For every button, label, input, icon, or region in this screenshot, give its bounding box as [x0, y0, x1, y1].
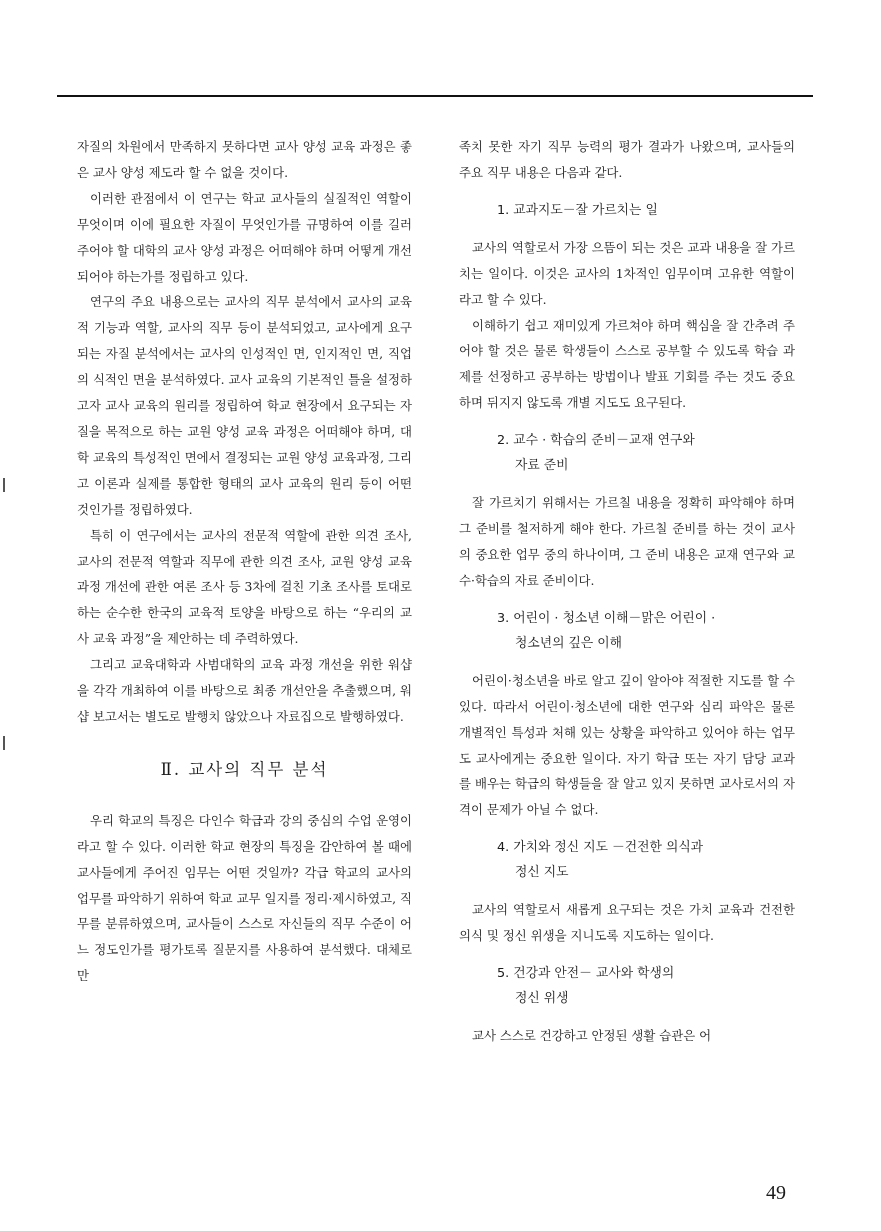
subsection-heading-line: 2. 교수 · 학습의 준비－교재 연구와 [497, 433, 695, 449]
paragraph: 자질의 차원에서 만족하지 못하다면 교사 양성 교육 과정은 좋은 교사 양성 제도라 할 수 없을 것이다. [77, 139, 412, 180]
paragraph: 이러한 관점에서 이 연구는 학교 교사들의 실질적인 역할이 무엇이며 이에 필요한 자질이 무엇인가를 규명하여 이를 길러 주어야 할 대학의 교사 양성 과정은 어떠해야 하며 어떻게 개선되어야 하는가를 정립하고 있다. [77, 190, 412, 284]
subsection-heading-line: 청소년의 깊은 이해 [515, 635, 623, 651]
paragraph: 잘 가르치기 위해서는 가르칠 내용을 정확히 파악해야 하며 그 준비를 철저하게 해야 한다. 가르칠 준비를 하는 것이 교사의 중요한 업무 중의 하나이며, 그 준비 내용은 교재 연구와 교수·학습의 자료 준비이다. [459, 495, 795, 588]
paragraph: 특히 이 연구에서는 교사의 전문적 역할에 관한 의견 조사, 교사의 전문적 역할과 직무에 관한 의견 조사, 교원 양성 교육 과정 개선에 관한 여론 조사 등 3차에 걸친 기초 조사를 토대로 하는 순수한 한국의 교육적 토양을 바탕으로 하는 “우리의 교사 교육 과정”을 제안하는 데 주력하였다. [77, 527, 412, 647]
paragraph: 족치 못한 자기 직무 능력의 평가 결과가 나왔으며, 교사들의 주요 직무 내용은 다음과 같다. [459, 139, 795, 180]
margin-mark [3, 478, 5, 492]
paragraph: 교사의 역할로서 새롭게 요구되는 것은 가치 교육과 건전한 의식 및 정신 위생을 지니도록 지도하는 일이다. [459, 902, 795, 944]
paragraph: 교사 스스로 건강하고 안정된 생활 습관은 어 [472, 1028, 712, 1044]
subsection-heading [497, 961, 795, 1011]
right-column [459, 134, 795, 1049]
paragraph: 그리고 교육대학과 사범대학의 교육 과정 개선을 위한 워샵을 각각 개최하여 이를 바탕으로 최종 개선안을 추출했으며, 워샵 보고서는 별도로 발행치 않았으나 자료집으로 발행하였다. [77, 657, 412, 724]
paragraph: 이해하기 쉽고 재미있게 가르쳐야 하며 핵심을 잘 간추려 주어야 할 것은 물론 학생들이 스스로 공부할 수 있도록 학습 과제를 선정하고 공부하는 방법이나 발표 기회를 주는 것도 중요하며 뒤지지 않도록 개별 지도도 요구된다. [459, 317, 795, 411]
subsection-heading [497, 835, 795, 885]
subsection-heading-line: 1. 교과지도－잘 가르치는 일 [497, 202, 658, 218]
left-column [77, 134, 412, 989]
margin-mark [3, 736, 5, 750]
paragraph: 연구의 주요 내용으로는 교사의 직무 분석에서 교사의 교육적 기능과 역할, 교사의 직무 등이 분석되었고, 교사에게 요구되는 자질 분석에서는 교사의 인성적인 면, 인지적인 면, 직업의 식적인 면을 분석하였다. 교사 교육의 기본적인 틀을 설정하고자 교사 교육의 원리를 정립하여 학교 현장에서 요구되는 자질을 목적으로 하는 교원 양성 교육 과정은 어떠해야 하며, 대학 교육의 특성적인 면에서 결정되는 교원 양성 교육과정, 그리고 이론과 실제를 통합한 형태의 교사 교육의 원리 등이 어떤 것인가를 정립하였다. [77, 294, 412, 517]
subsection-heading-line: 4. 가치와 정신 지도 －건전한 의식과 [497, 840, 704, 856]
subsection-heading [497, 606, 795, 656]
subsection-heading-line: 자료 준비 [515, 458, 569, 474]
paragraph: 어린이·청소년을 바로 알고 깊이 알아야 적절한 지도를 할 수 있다. 따라서 어린이·청소년에 대한 연구와 심리 파악은 물론 개별적인 특성과 처해 있는 상황을 파악하고 있어야 하는 업무도 교사에게는 중요한 일이다. 자기 학급 또는 자기 담당 교과를 배우는 학급의 학생들을 잘 알고 있지 못하면 교사로서의 자격이 문제가 아닐 수 없다. [459, 672, 795, 818]
page-number: 49 [766, 1182, 786, 1204]
section-heading: Ⅱ. 교사의 직무 분석 [160, 759, 329, 779]
subsection-heading [497, 198, 795, 223]
paragraph: 우리 학교의 특징은 다인수 학급과 강의 중심의 수업 운영이라고 할 수 있다. 이러한 학교 현장의 특징을 감안하여 볼 때에 교사들에게 주어진 임무는 어떤 것일까? 각급 학교의 교사의 업무를 파악하기 위하여 학교 교무 일지를 정리·제시하였고, 직무를 분류하였으며, 교사들이 스스로 자신들의 직무 수준이 어느 정도인가를 평가토록 질문지를 사용하여 분석했다. 대체로 만 [77, 812, 412, 984]
subsection-heading-line: 정신 지도 [515, 865, 569, 881]
subsection-heading-line: 정신 위생 [515, 991, 569, 1007]
subsection-heading-line: 5. 건강과 안전－ 교사와 학생의 [497, 966, 675, 982]
subsection-heading-line: 3. 어린이 · 청소년 이해－맑은 어린이 · [497, 610, 716, 626]
header-rule [57, 95, 813, 97]
subsection-heading [497, 428, 795, 478]
paragraph: 교사의 역할로서 가장 으뜸이 되는 것은 교과 내용을 잘 가르치는 일이다. 이것은 교사의 1차적인 임무이며 고유한 역할이라고 할 수 있다. [459, 239, 795, 307]
